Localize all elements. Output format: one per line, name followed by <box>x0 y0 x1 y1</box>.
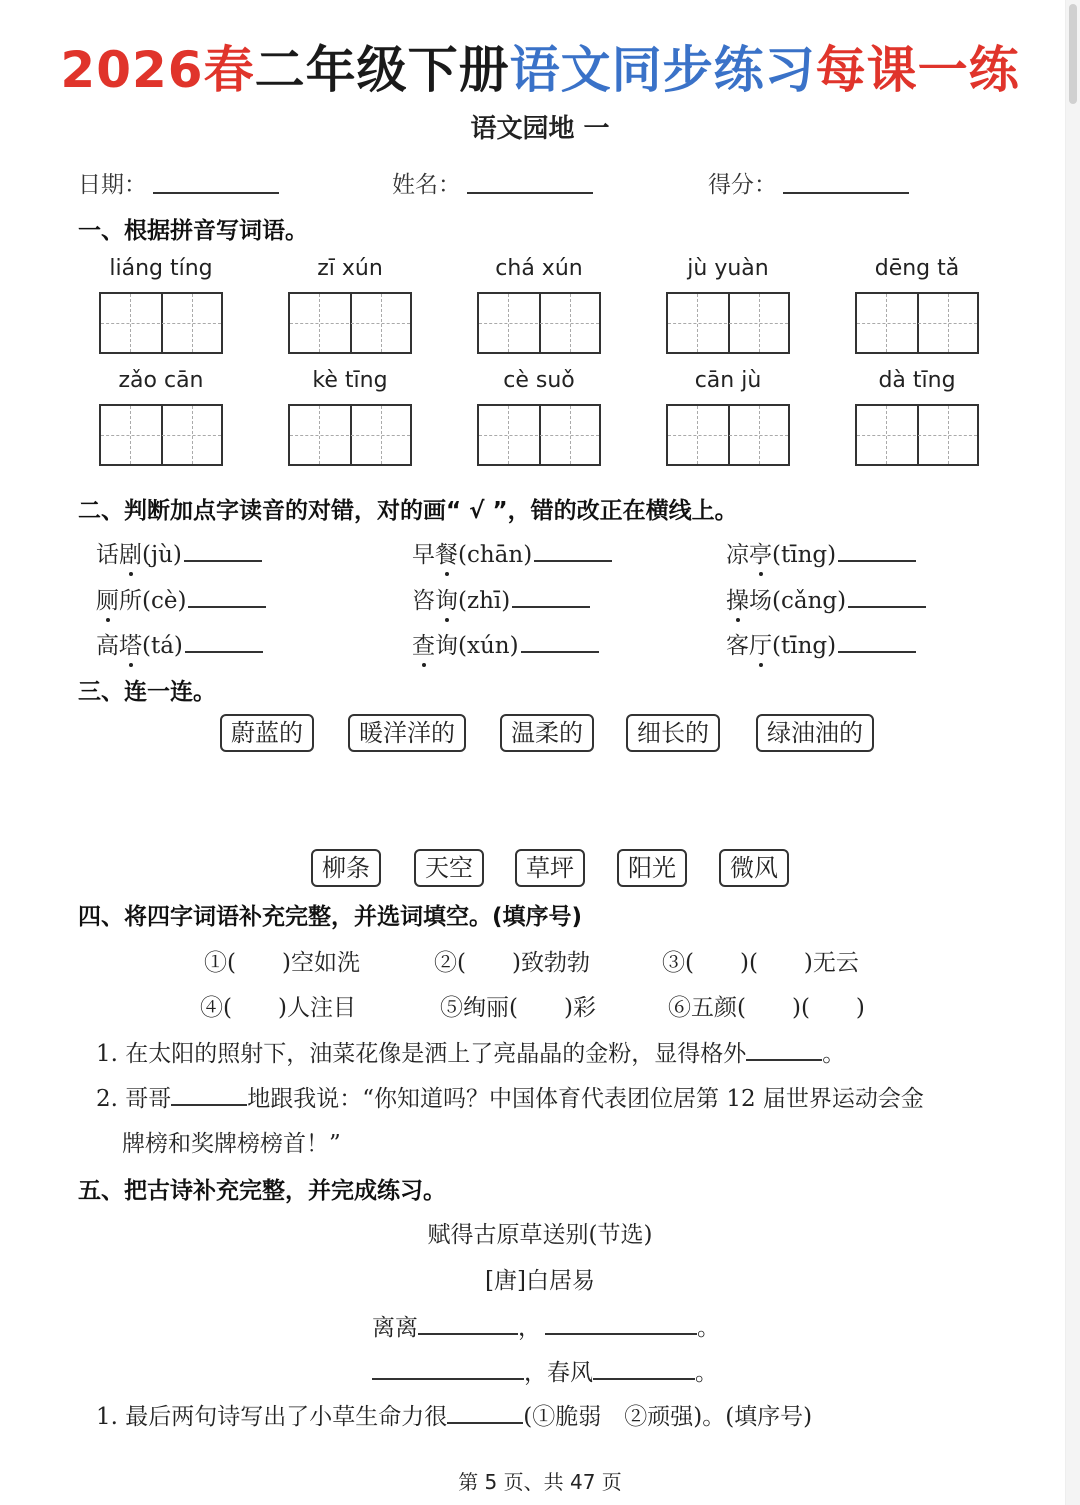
judge-item <box>96 536 262 569</box>
judge-prefix: 话 <box>96 542 119 568</box>
poem-line-1-comma: ， <box>518 1315 541 1341</box>
poem-question-1-blank[interactable] <box>447 1402 523 1424</box>
judge-answer-blank[interactable] <box>534 540 612 562</box>
fill-question-2 <box>96 1080 924 1113</box>
judge-item <box>412 627 599 660</box>
page-title <box>0 38 1080 102</box>
judge-item <box>726 627 916 660</box>
writing-grid[interactable] <box>99 404 223 466</box>
poem-title: 赋得古原草送别(节选) <box>427 1222 653 1248</box>
writing-grid[interactable] <box>477 404 601 466</box>
poem-blank-4[interactable] <box>593 1358 695 1380</box>
title-part-4: 每课一练 <box>815 41 1020 99</box>
date-field <box>78 166 279 199</box>
pinyin-label: zī xún <box>317 256 383 281</box>
fill-question-1-text: 1. 在太阳的照射下，油菜花像是洒上了亮晶晶的金粉，显得格外 <box>96 1041 747 1067</box>
date-blank[interactable] <box>153 170 279 194</box>
poem-question-1 <box>96 1398 812 1431</box>
judge-item <box>726 536 916 569</box>
poem-blank-1[interactable] <box>418 1313 518 1335</box>
judge-answer-blank[interactable] <box>838 631 916 653</box>
pinyin-label: liáng tíng <box>109 256 213 281</box>
idiom-3: ③( )( )无云 <box>662 950 859 976</box>
pinyin-item <box>663 254 793 354</box>
pinyin-label: cè suǒ <box>503 368 575 393</box>
pinyin-item <box>96 254 226 354</box>
poem-line-1-end: 。 <box>697 1315 720 1341</box>
dotted-char: 厅 <box>749 633 772 659</box>
judge-item <box>726 582 926 615</box>
poem-question-1-options: (①脆弱 ②顽强)。(填序号) <box>523 1404 813 1430</box>
name-field <box>392 166 593 199</box>
poem-line-1 <box>372 1309 720 1342</box>
writing-grid[interactable] <box>666 404 790 466</box>
lesson-subtitle: 语文园地 一 <box>470 114 610 144</box>
judge-item <box>96 582 266 615</box>
judge-answer-blank[interactable] <box>848 586 926 608</box>
writing-grid[interactable] <box>288 404 412 466</box>
judge-prefix: 咨 <box>412 588 435 614</box>
judge-answer-blank[interactable] <box>184 540 262 562</box>
pinyin-item <box>474 366 604 466</box>
writing-grid[interactable] <box>855 292 979 354</box>
judge-answer-blank[interactable] <box>521 631 599 653</box>
title-part-3: 语文同步练习 <box>509 41 816 99</box>
section-4-heading: 四、将四字词语补充完整，并选词填空。(填序号) <box>78 904 583 930</box>
judge-item <box>412 582 590 615</box>
pinyin-label: kè tīng <box>312 368 388 393</box>
poem-author: [唐]白居易 <box>485 1268 595 1294</box>
idiom-4: ④( )人注目 <box>200 995 356 1021</box>
poem-question-1-text: 1. 最后两句诗写出了小草生命力很 <box>96 1404 448 1430</box>
dotted-char: 剧 <box>119 542 142 568</box>
judge-pinyin: (tīng) <box>772 633 837 659</box>
judge-pinyin: (tá) <box>142 633 183 659</box>
judge-answer-blank[interactable] <box>185 631 263 653</box>
pinyin-item <box>285 366 415 466</box>
idiom-5: ⑤绚丽( )彩 <box>440 995 596 1021</box>
fill-question-1-end: 。 <box>822 1041 846 1067</box>
judge-pinyin: 所(cè) <box>119 588 187 614</box>
dotted-char: 厕 <box>96 588 119 614</box>
fill-question-2-blank[interactable] <box>171 1084 247 1106</box>
judge-pinyin: 询(xún) <box>435 633 519 659</box>
section-2-heading: 二、判断加点字读音的对错，对的画“ √ ”，错的改正在横线上。 <box>78 498 738 524</box>
match-adjective[interactable]: 暖洋洋的 <box>348 714 466 752</box>
match-noun[interactable]: 柳条 <box>311 849 381 887</box>
match-adjective[interactable]: 绿油油的 <box>756 714 874 752</box>
name-blank[interactable] <box>467 170 593 194</box>
dotted-char: 塔 <box>119 633 142 659</box>
dotted-char: 操 <box>726 588 749 614</box>
poem-line-1-start: 离离 <box>372 1315 418 1341</box>
judge-answer-blank[interactable] <box>838 540 916 562</box>
date-label: 日期： <box>78 172 147 198</box>
pinyin-item <box>852 254 982 354</box>
poem-line-2 <box>372 1354 718 1387</box>
pinyin-item <box>96 366 226 466</box>
pinyin-label: cān jù <box>694 368 762 393</box>
writing-grid[interactable] <box>477 292 601 354</box>
match-adjective[interactable]: 蔚蓝的 <box>220 714 314 752</box>
match-adjective[interactable]: 温柔的 <box>500 714 594 752</box>
judge-answer-blank[interactable] <box>188 586 266 608</box>
pinyin-label: dēng tǎ <box>874 256 960 281</box>
writing-grid[interactable] <box>99 292 223 354</box>
match-noun[interactable]: 阳光 <box>617 849 687 887</box>
fill-question-1-blank[interactable] <box>746 1039 822 1061</box>
match-noun[interactable]: 天空 <box>414 849 484 887</box>
name-label: 姓名： <box>392 172 461 198</box>
section-5-heading: 五、把古诗补充完整，并完成练习。 <box>78 1178 446 1204</box>
judge-item <box>412 536 612 569</box>
judge-pinyin: (chān) <box>458 542 533 568</box>
poem-line-2-end: 。 <box>695 1360 718 1386</box>
writing-grid[interactable] <box>288 292 412 354</box>
section-1-heading: 一、根据拼音写词语。 <box>78 218 308 244</box>
judge-prefix: 客 <box>726 633 749 659</box>
pinyin-label: chá xún <box>495 256 583 281</box>
idiom-2: ②( )致勃勃 <box>434 950 590 976</box>
pinyin-item <box>852 366 982 466</box>
writing-grid[interactable] <box>666 292 790 354</box>
score-label: 得分： <box>708 172 777 198</box>
pinyin-label: zǎo cān <box>118 368 204 393</box>
match-noun[interactable]: 草坪 <box>515 849 585 887</box>
score-blank[interactable] <box>783 170 909 194</box>
judge-pinyin: 场(cǎng) <box>749 588 847 614</box>
judge-prefix: 高 <box>96 633 119 659</box>
writing-grid[interactable] <box>855 404 979 466</box>
dotted-char: 餐 <box>435 542 458 568</box>
section-3-heading: 三、连一连。 <box>78 679 216 705</box>
dotted-char: 查 <box>412 633 435 659</box>
match-adjective[interactable]: 细长的 <box>626 714 720 752</box>
dotted-char: 亭 <box>749 542 772 568</box>
judge-pinyin: (jù) <box>142 542 182 568</box>
judge-prefix: 凉 <box>726 542 749 568</box>
poem-line-2-mid: ，春风 <box>524 1360 593 1386</box>
pinyin-item <box>474 254 604 354</box>
idiom-6: ⑥五颜( )( ) <box>668 995 865 1021</box>
title-part-2: 二年级下册 <box>254 41 510 99</box>
pinyin-item <box>663 366 793 466</box>
dotted-char: 询 <box>435 588 458 614</box>
judge-prefix: 早 <box>412 542 435 568</box>
fill-question-2-cont: 牌榜和奖牌榜榜首！” <box>122 1131 341 1157</box>
pinyin-label: jù yuàn <box>687 256 769 281</box>
judge-item <box>96 627 263 660</box>
idiom-1: ①( )空如洗 <box>204 950 360 976</box>
match-noun[interactable]: 微风 <box>719 849 789 887</box>
pinyin-item <box>285 254 415 354</box>
page-footer: 第 5 页、共 47 页 <box>458 1470 622 1494</box>
fill-question-2-text: 地跟我说：“你知道吗？中国体育代表团位居第 12 届世界运动会金 <box>247 1086 924 1112</box>
fill-question-1 <box>96 1035 845 1068</box>
judge-pinyin: (tīng) <box>772 542 837 568</box>
pinyin-label: dà tīng <box>878 368 956 393</box>
title-part-1: 2026春 <box>60 41 255 99</box>
judge-answer-blank[interactable] <box>512 586 590 608</box>
fill-question-2-start: 2. 哥哥 <box>96 1086 172 1112</box>
poem-blank-2[interactable] <box>545 1313 697 1335</box>
poem-blank-3[interactable] <box>372 1358 524 1380</box>
score-field <box>708 166 909 199</box>
judge-pinyin: (zhī) <box>458 588 511 614</box>
